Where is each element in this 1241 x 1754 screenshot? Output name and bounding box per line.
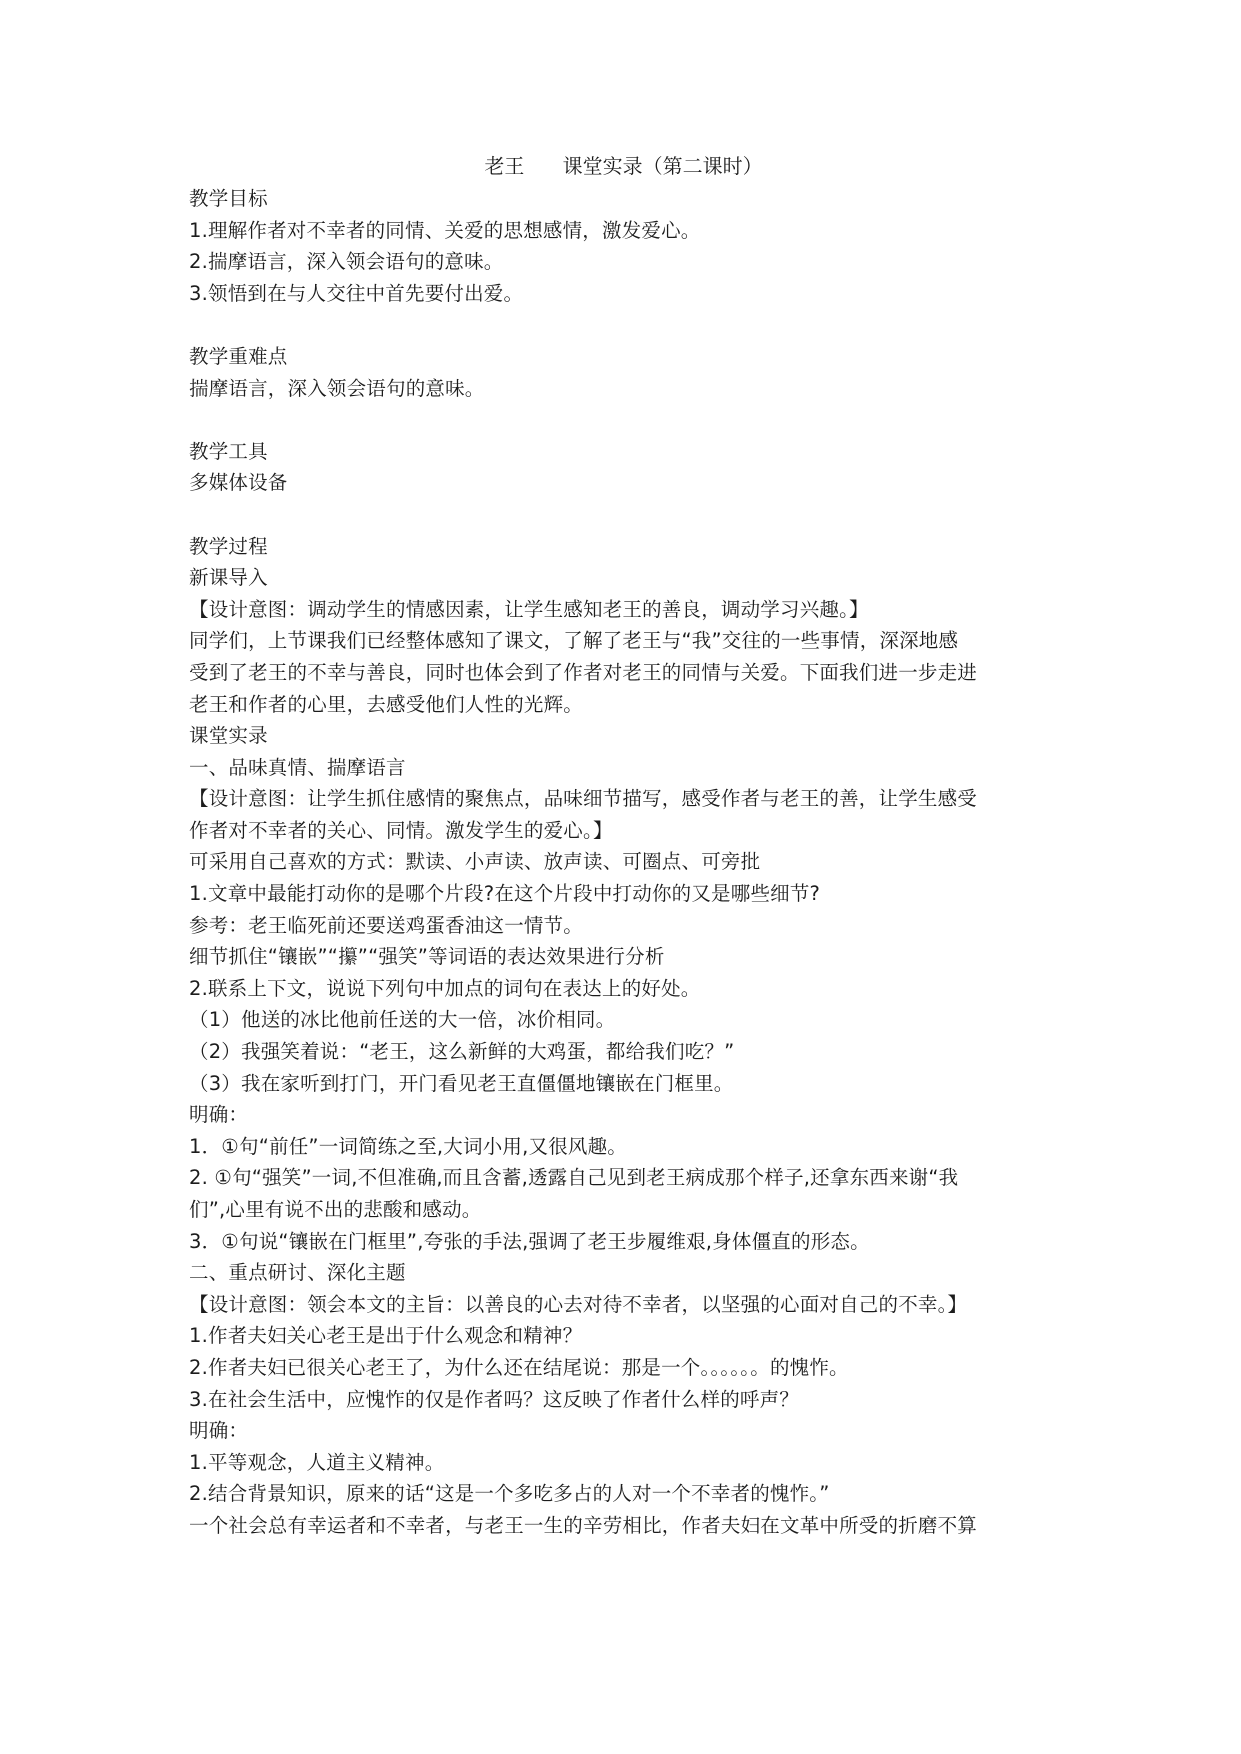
section2-answer: 一个社会总有幸运者和不幸者，与老王一生的辛劳相比，作者夫妇在文革中所受的折磨不算: [189, 1513, 978, 1537]
section2-intent: 【设计意图：领会本文的主旨：以善良的心去对待不幸者，以坚强的心面对自己的不幸。】: [189, 1292, 968, 1316]
intro-heading: 新课导入: [189, 566, 268, 590]
section2-answer: 1.平等观念，人道主义精神。: [189, 1450, 445, 1474]
section1-heading: 一、品味真情、揣摩语言: [189, 755, 406, 779]
objective-item: 3.领悟到在与人交往中首先要付出爱。: [189, 281, 524, 305]
key-points-text: 揣摩语言，深入领会语句的意味。: [189, 376, 485, 400]
section1-clarify: 明确：: [189, 1103, 249, 1127]
section2-answer: 2.结合背景知识，原来的话“这是一个多吃多占的人对一个不幸者的愧怍。”: [189, 1482, 830, 1506]
section1-intent-line: 作者对不幸者的关心、同情。激发学生的爱心。】: [189, 818, 613, 842]
document-title: 老王 课堂实录（第二课时）: [484, 154, 763, 178]
record-heading: 课堂实录: [189, 724, 268, 748]
intro-intent: 【设计意图：调动学生的情感因素，让学生感知老王的善良，调动学习兴趣。】: [189, 597, 869, 621]
blank-line: [189, 499, 1054, 531]
section1-answer: 3．①句说“镶嵌在门框里”,夸张的手法,强调了老王步履维艰,身体僵直的形态。: [189, 1229, 870, 1253]
key-points-heading: 教学重难点: [189, 344, 288, 368]
objective-item: 2.揣摩语言，深入领会语句的意味。: [189, 250, 504, 274]
section1-sentence: （2）我强笑着说：“老王，这么新鲜的大鸡蛋，都给我们吃？”: [189, 1040, 735, 1064]
section1-question: 2.联系上下文，说说下列句中加点的词句在表达上的好处。: [189, 976, 701, 1000]
intro-text-line: 同学们，上节课我们已经整体感知了课文，了解了老王与“我”交往的一些事情，深深地感: [189, 629, 959, 653]
section1-sentence: （1）他送的冰比他前任送的大一倍，冰价相同。: [189, 1008, 616, 1032]
section1-reference: 参考：老王临死前还要送鸡蛋香油这一情节。: [189, 913, 584, 937]
section2-question: 1.作者夫妇关心老王是出于什么观念和精神？: [189, 1324, 583, 1348]
section2-question: 3.在社会生活中，应愧怍的仅是作者吗？这反映了作者什么样的呼声？: [189, 1387, 800, 1411]
section1-intent-line: 【设计意图：让学生抓住感情的聚焦点，品味细节描写，感受作者与老王的善，让学生感受: [189, 787, 978, 811]
section1-detail: 细节抓住“镶嵌”“攥”“强笑”等词语的表达效果进行分析: [189, 945, 665, 969]
tools-text: 多媒体设备: [189, 471, 288, 495]
section1-method: 可采用自己喜欢的方式：默读、小声读、放声读、可圈点、可旁批: [189, 850, 761, 874]
section1-answer: 1．①句“前任”一词简练之至,大词小用,又很风趣。: [189, 1134, 627, 1158]
section2-clarify: 明确：: [189, 1419, 249, 1443]
section1-question: 1.文章中最能打动你的是哪个片段?在这个片段中打动你的又是哪些细节?: [189, 882, 821, 906]
tools-heading: 教学工具: [189, 439, 268, 463]
objective-item: 1.理解作者对不幸者的同情、关爱的思想感情，激发爱心。: [189, 218, 701, 242]
blank-line: [189, 404, 1054, 436]
section1-sentence: （3）我在家听到打门，开门看见老王直僵僵地镶嵌在门框里。: [189, 1071, 734, 1095]
document-body: [189, 183, 1054, 1542]
blank-line: [189, 309, 1054, 341]
intro-text-line: 老王和作者的心里，去感受他们人性的光辉。: [189, 692, 584, 716]
section1-answer: 们”,心里有说不出的悲酸和感动。: [189, 1198, 482, 1221]
objectives-heading: 教学目标: [189, 187, 268, 210]
section1-answer: 2. ①句“强笑”一词,不但准确,而且含蓄,透露自己见到老王病成那个样子,还拿东西来谢“我: [189, 1166, 959, 1190]
section2-heading: 二、重点研讨、深化主题: [189, 1261, 406, 1285]
intro-text-line: 受到了老王的不幸与善良，同时也体会到了作者对老王的同情与关爱。下面我们进一步走进: [189, 660, 978, 684]
process-heading: 教学过程: [189, 534, 268, 558]
section2-question: 2.作者夫妇已很关心老王了，为什么还在结尾说：那是一个。。。。。。的愧怍。: [189, 1355, 849, 1379]
